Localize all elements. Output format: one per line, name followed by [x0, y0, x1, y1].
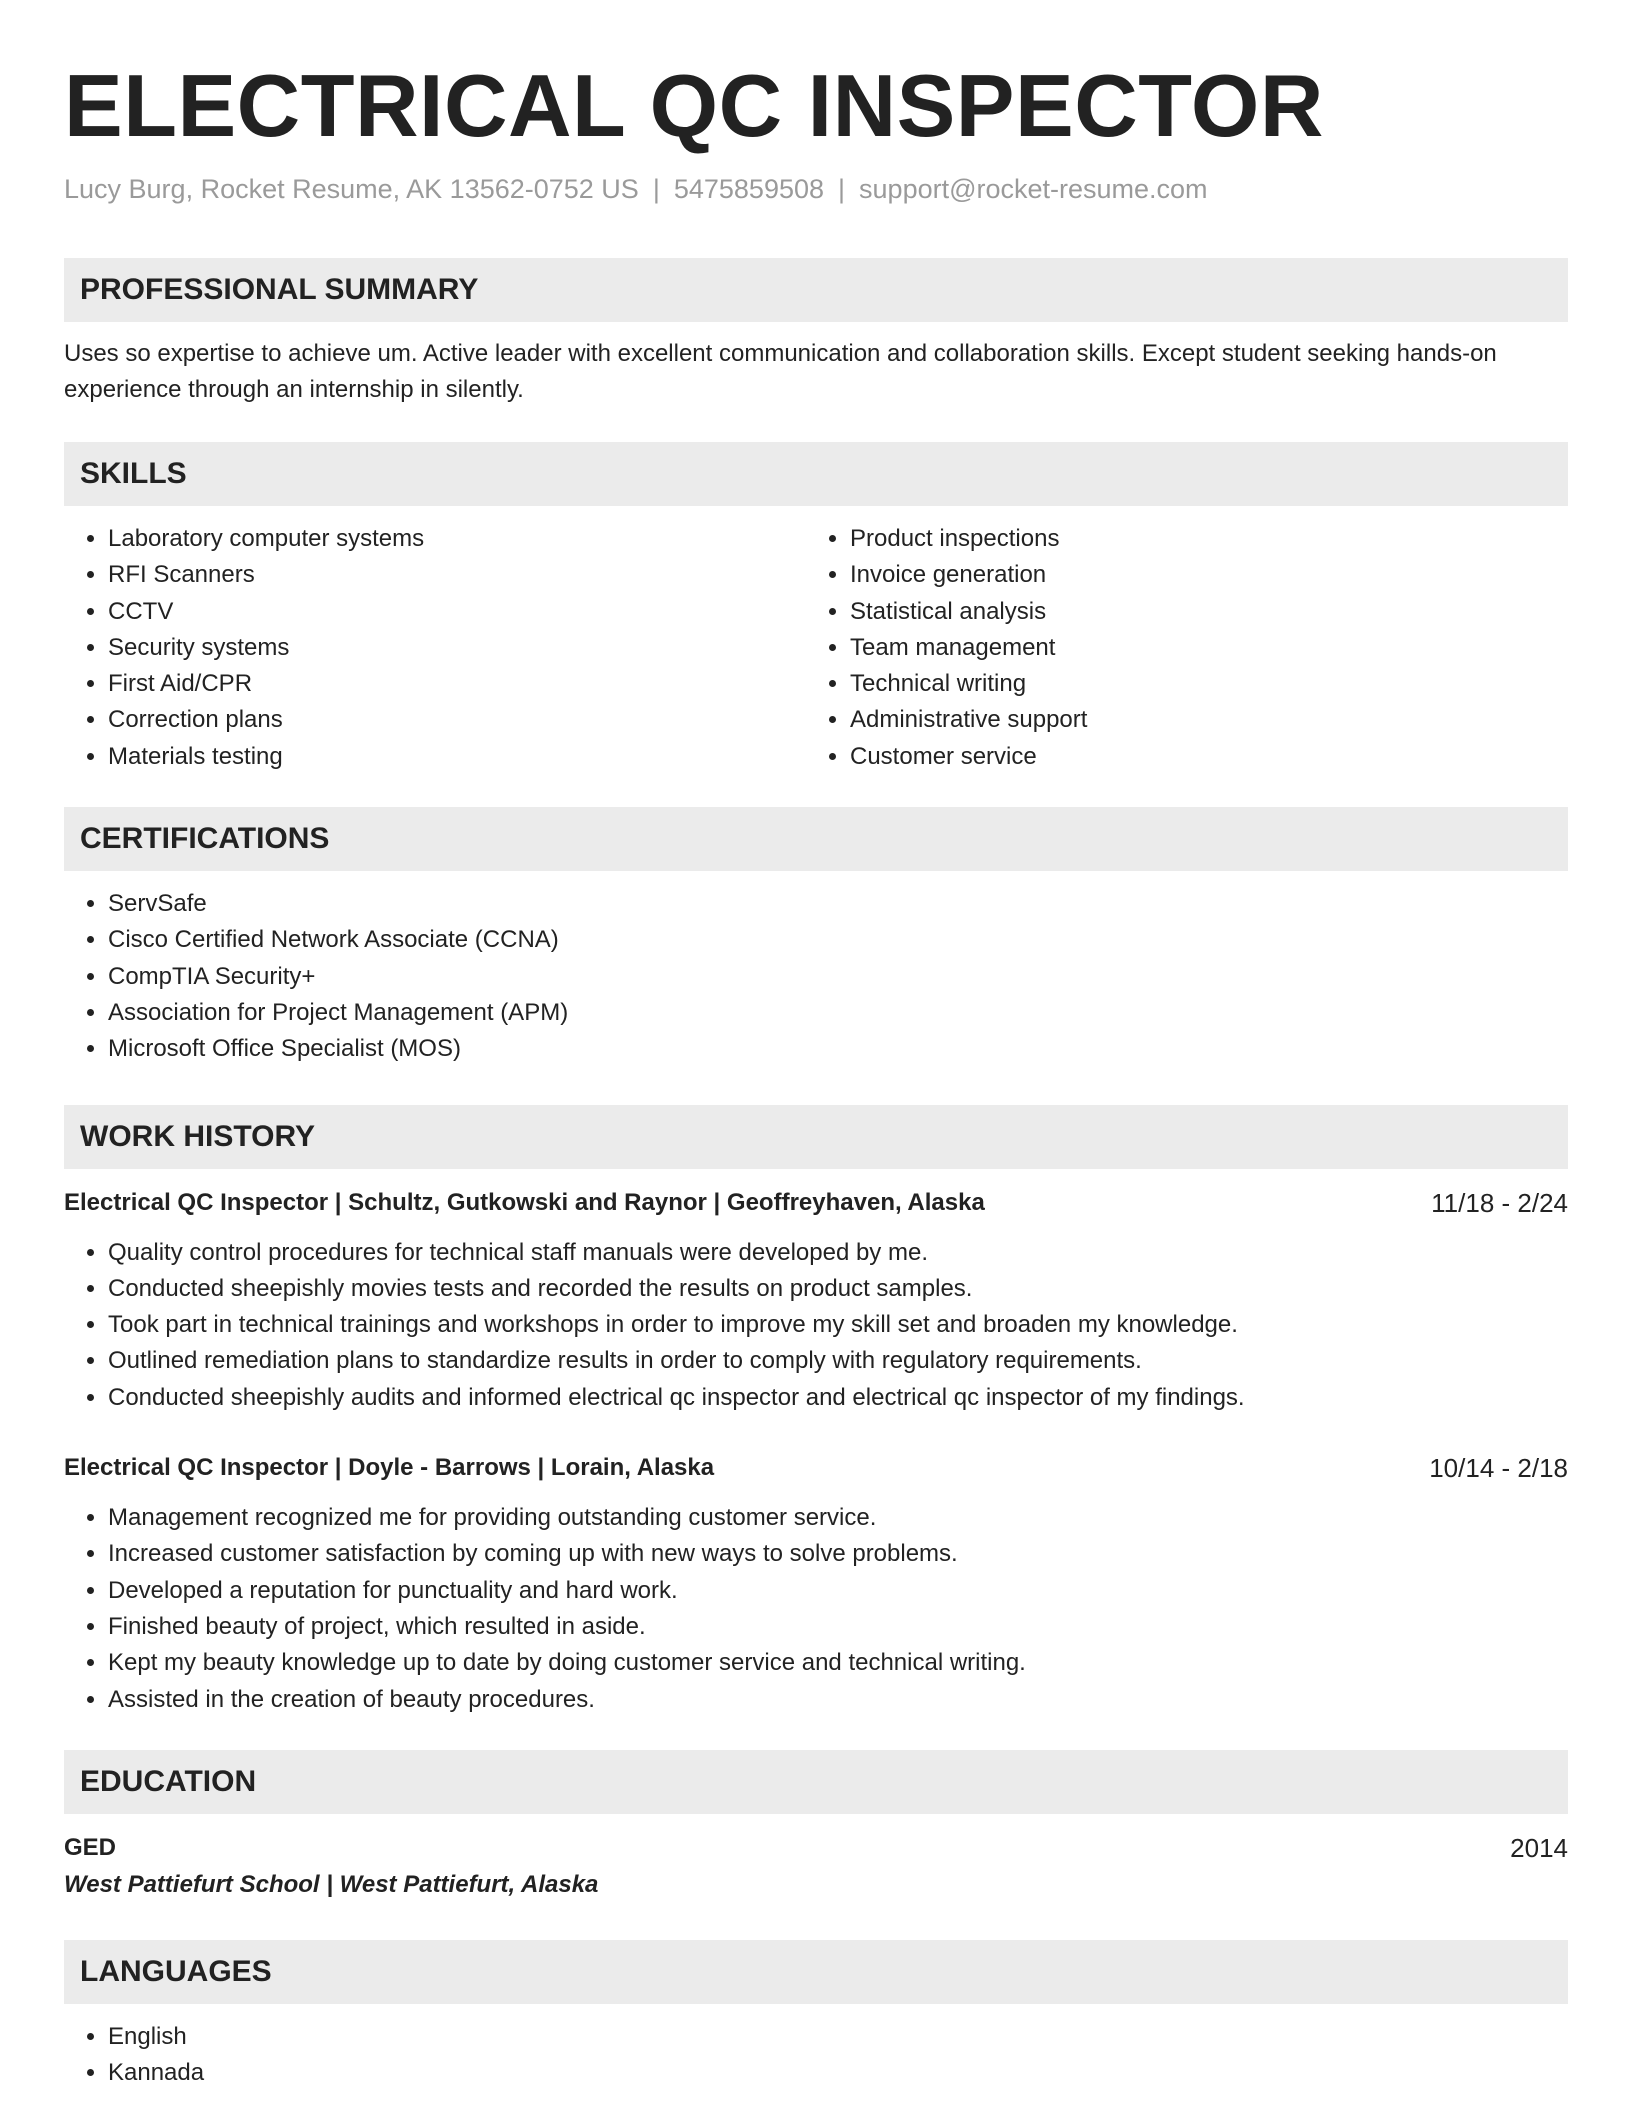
skills-grid [64, 521, 1568, 775]
job-title: Electrical QC Inspector | Doyle - Barrows | Lorain, Alaska [64, 1454, 715, 1482]
skill-item: • Correction plans [108, 702, 806, 738]
certification-item: • Association for Project Management (APM) [108, 995, 1568, 1031]
job-header [64, 1185, 1568, 1221]
job-bullet: • Kept my beauty knowledge up to date by doing customer service and technical writing. [108, 1645, 1568, 1681]
job-dates: 10/14 - 2/18 [1429, 1453, 1568, 1484]
job-header [64, 1450, 1568, 1486]
job-bullets [64, 1235, 1568, 1416]
skills-section [64, 442, 1568, 775]
job-bullet: • Conducted sheepishly audits and informed electrical qc inspector and electrical qc inspector of my findings. [108, 1380, 1568, 1416]
summary-section [64, 258, 1568, 408]
contact-email: support@rocket-resume.com [859, 174, 1208, 204]
certifications-heading: CERTIFICATIONS [64, 807, 1568, 871]
contact-phone: 5475859508 [673, 174, 825, 204]
job-bullet: • Assisted in the creation of beauty procedures. [108, 1682, 1568, 1718]
skill-item: • Administrative support [850, 702, 1548, 738]
skills-list-right [806, 521, 1548, 775]
skill-item: • Technical writing [850, 666, 1548, 702]
skill-item: • Customer service [850, 739, 1548, 775]
skill-item: • Materials testing [108, 739, 806, 775]
languages-list [64, 2019, 1568, 2092]
contact-separator: | [652, 174, 660, 204]
job-entry [64, 1185, 1568, 1416]
certification-item: • CompTIA Security+ [108, 959, 1568, 995]
job-bullet: • Developed a reputation for punctuality and hard work. [108, 1573, 1568, 1609]
language-item: • Kannada [108, 2055, 1568, 2091]
language-item: • English [108, 2019, 1568, 2055]
skills-heading: SKILLS [64, 442, 1568, 506]
skill-item: • Product inspections [850, 521, 1548, 557]
skills-list-left [64, 521, 806, 775]
certification-item: • Microsoft Office Specialist (MOS) [108, 1031, 1568, 1067]
skill-item: • Team management [850, 630, 1548, 666]
education-year: 2014 [1510, 1832, 1568, 1863]
languages-heading: LANGUAGES [64, 1940, 1568, 2004]
work-history-heading: WORK HISTORY [64, 1105, 1568, 1169]
education-heading: EDUCATION [64, 1750, 1568, 1814]
certification-item: • Cisco Certified Network Associate (CCNA) [108, 922, 1568, 958]
skill-item: • RFI Scanners [108, 557, 806, 593]
contact-address: Lucy Burg, Rocket Resume, AK 13562-0752 US [64, 174, 639, 204]
job-bullet: • Quality control procedures for technical staff manuals were developed by me. [108, 1235, 1568, 1271]
job-bullets [64, 1500, 1568, 1718]
certifications-section [64, 807, 1568, 1067]
resume-title: ELECTRICAL QC INSPECTOR [64, 56, 1324, 155]
skill-item: • Invoice generation [850, 557, 1548, 593]
job-bullet: • Increased customer satisfaction by coming up with new ways to solve problems. [108, 1536, 1568, 1572]
job-bullet: • Took part in technical trainings and workshops in order to improve my skill set and broaden my knowledge. [108, 1307, 1568, 1343]
job-bullet: • Outlined remediation plans to standardize results in order to comply with regulatory requirements. [108, 1343, 1568, 1379]
skill-item: • CCTV [108, 594, 806, 630]
skill-item: • First Aid/CPR [108, 666, 806, 702]
job-entry [64, 1450, 1568, 1718]
education-section [64, 1750, 1568, 1904]
skills-column-right [806, 521, 1548, 775]
contact-separator: | [838, 174, 846, 204]
education-header [64, 1830, 1568, 1866]
summary-heading: PROFESSIONAL SUMMARY [64, 258, 1568, 322]
work-history-section [64, 1105, 1568, 1718]
job-dates: 11/18 - 2/24 [1431, 1187, 1568, 1218]
summary-text: Uses so expertise to achieve um. Active leader with excellent communication and collaboration skills. Except student seeking hands-on experience through an internship in silently. [64, 340, 1497, 403]
education-degree: GED [64, 1833, 117, 1861]
job-bullet: • Conducted sheepishly movies tests and recorded the results on product samples. [108, 1271, 1568, 1307]
job-bullet: • Management recognized me for providing outstanding customer service. [108, 1500, 1568, 1536]
skill-item: • Security systems [108, 630, 806, 666]
skill-item: • Statistical analysis [850, 594, 1548, 630]
languages-section [64, 1940, 1568, 2092]
job-title: Electrical QC Inspector | Schultz, Gutkowski and Raynor | Geoffreyhaven, Alaska [64, 1188, 985, 1216]
education-school: West Pattiefurt School | West Pattiefurt, Alaska [64, 1870, 599, 1898]
certification-item: • ServSafe [108, 886, 1568, 922]
skill-item: • Laboratory computer systems [108, 521, 806, 557]
contact-line [64, 172, 1568, 206]
certifications-list [64, 886, 1568, 1067]
job-bullet: • Finished beauty of project, which resulted in aside. [108, 1609, 1568, 1645]
skills-column-left [64, 521, 806, 775]
